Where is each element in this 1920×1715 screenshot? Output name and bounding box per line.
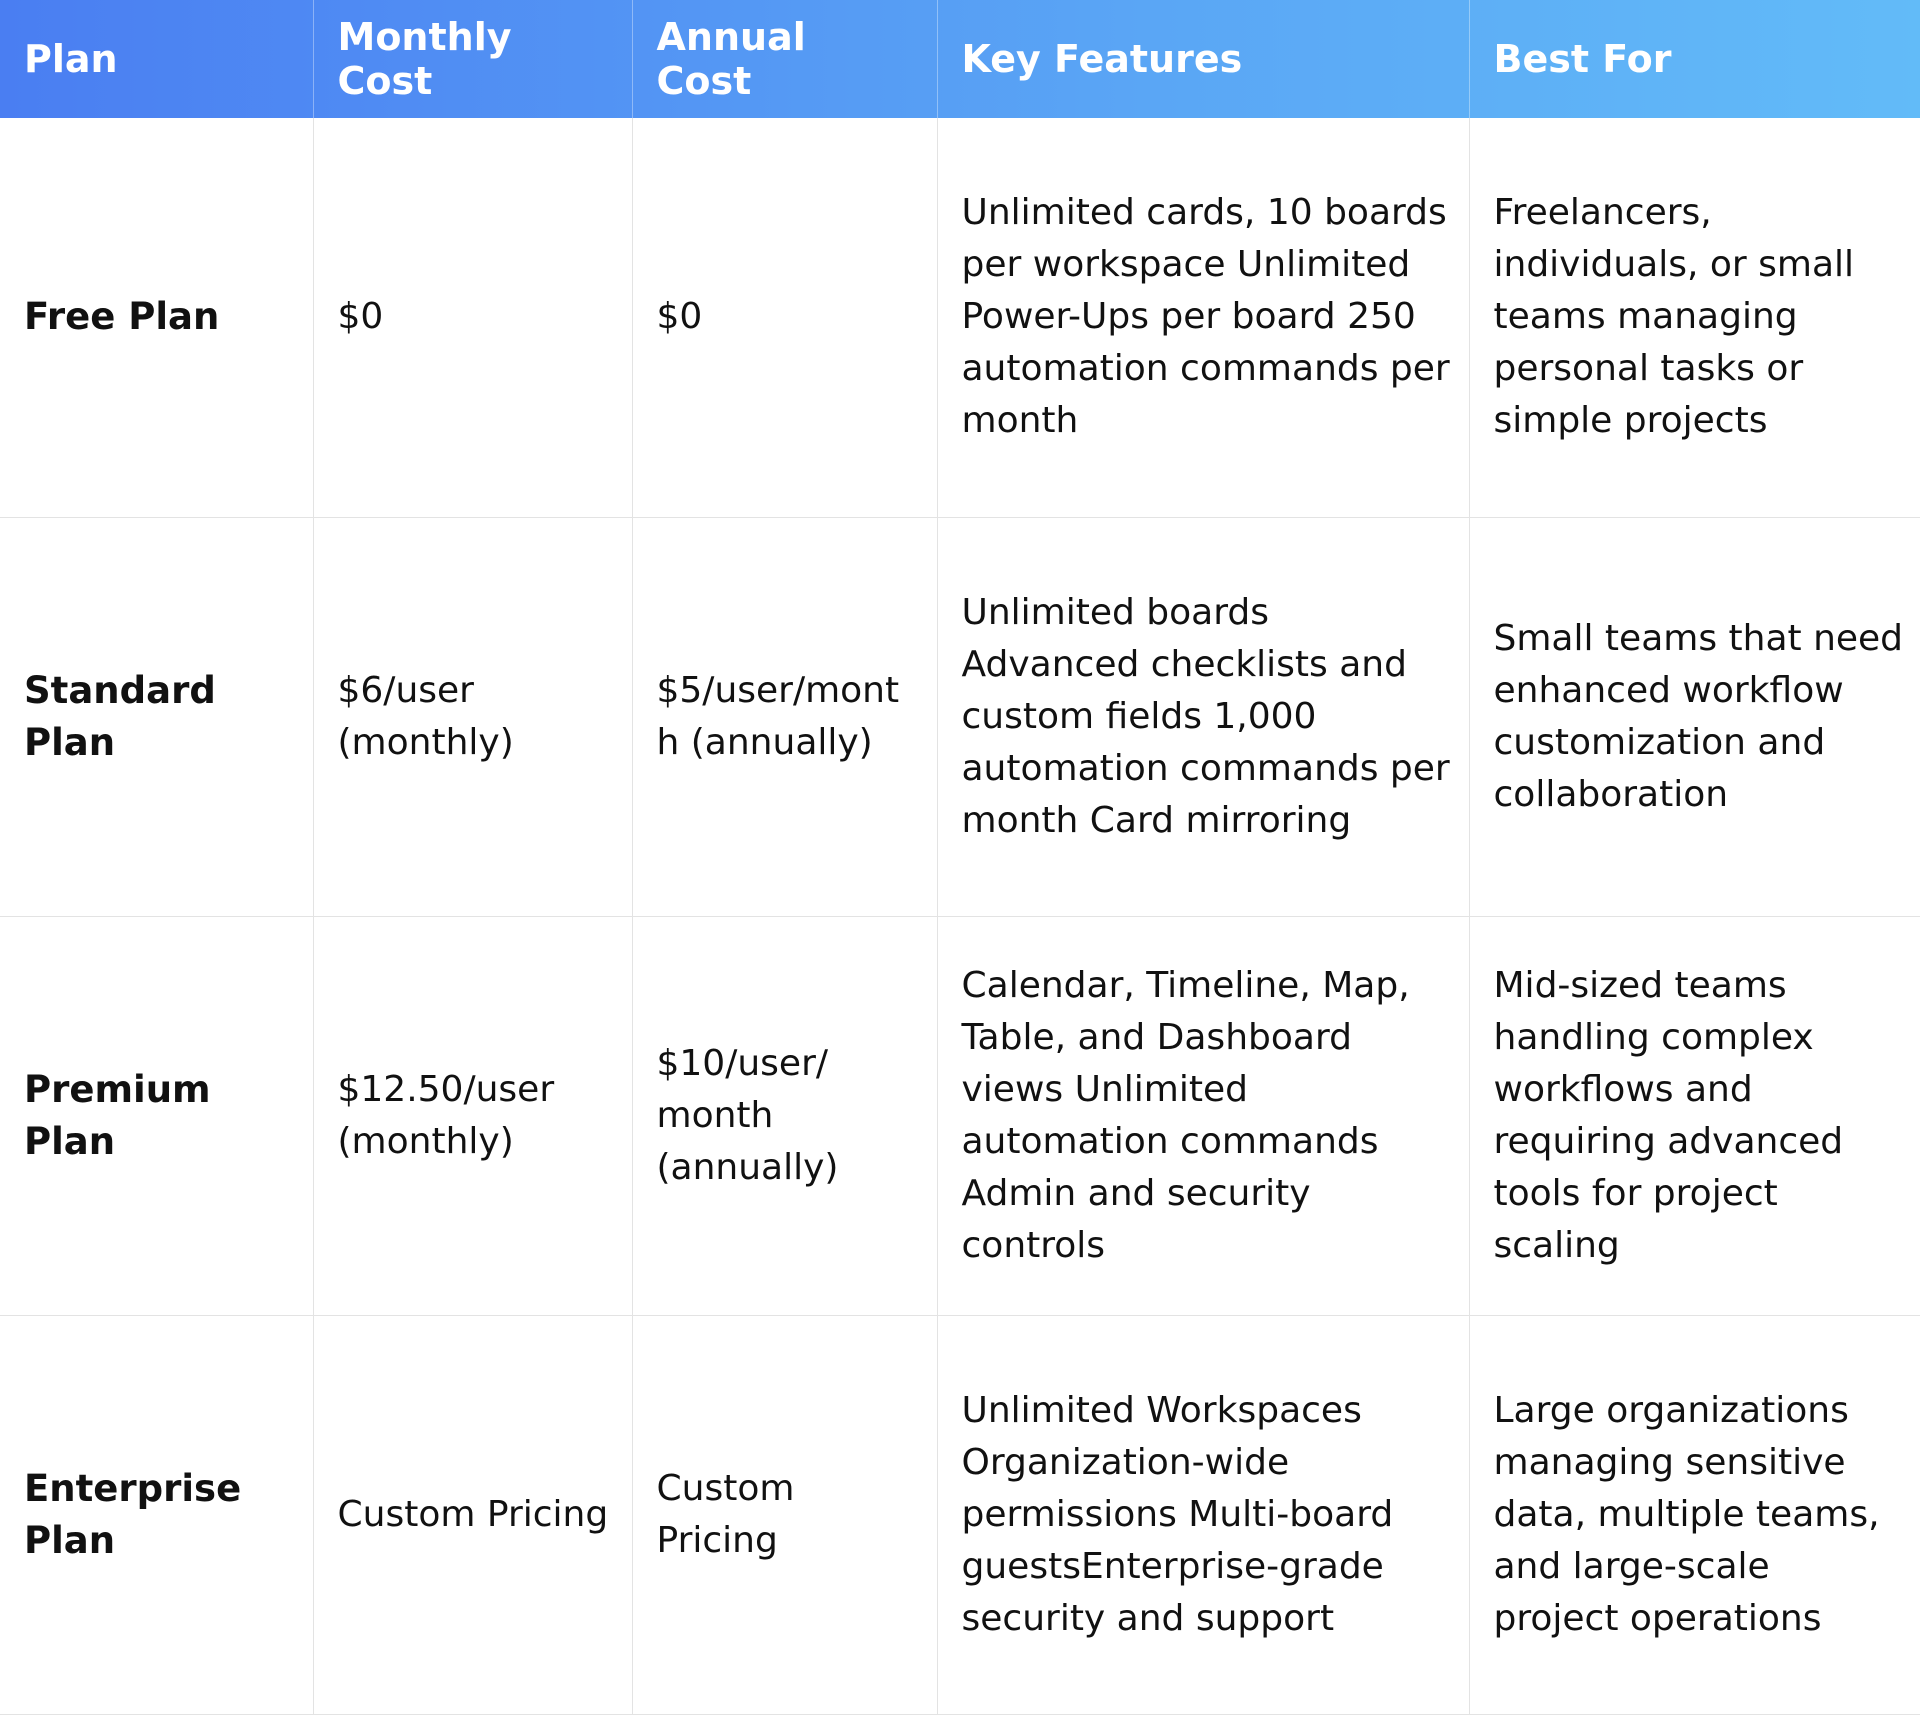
header-annual-cost: Annual Cost: [632, 0, 937, 118]
table-row: [0, 916, 1920, 1315]
annual-cost-cell: $0: [632, 118, 937, 517]
key-features-cell: Unlimited Workspaces Organization-wide permissions Multi-board guestsEnterprise-grade security and support: [937, 1315, 1469, 1714]
header-best-for: Best For: [1493, 37, 1672, 81]
header-plan: Plan: [0, 0, 313, 118]
best-for-cell: Freelancers, individuals, or small teams managing personal tasks or simple projects: [1469, 118, 1920, 517]
header-key-features: Key Features: [937, 0, 1469, 118]
plan-name-cell: Free Plan: [0, 118, 313, 517]
table-row: [0, 1315, 1920, 1714]
annual-cost-cell: $5/user/month (annually): [632, 517, 937, 916]
header-row: [0, 0, 1920, 118]
plan-name-cell: Enterprise Plan: [0, 1315, 313, 1714]
best-for-cell: Large organizations managing sensitive data, multiple teams, and large-scale project operations: [1469, 1315, 1920, 1714]
table-body: [0, 118, 1920, 1714]
plan-name-cell: Standard Plan: [0, 517, 313, 916]
table-row: [0, 118, 1920, 517]
annual-cost-cell: $10/user/ month (annually): [632, 916, 937, 1315]
key-features-cell: Unlimited boards Advanced checklists and custom fields 1,000 automation commands per month Card mirroring: [937, 517, 1469, 916]
table-header: [0, 0, 1920, 118]
best-for-cell: Mid-sized teams handling complex workflows and requiring advanced tools for project scaling: [1469, 916, 1920, 1315]
best-for-cell: Small teams that need enhanced workflow customization and collaboration: [1469, 517, 1920, 916]
table-row: [0, 517, 1920, 916]
monthly-cost-cell: $0: [313, 118, 632, 517]
plan-name-cell: Premium Plan: [0, 916, 313, 1315]
annual-cost-cell: Custom Pricing: [632, 1315, 937, 1714]
key-features-cell: Calendar, Timeline, Map, Table, and Dashboard views Unlimited automation commands Admin and security controls: [937, 916, 1469, 1315]
monthly-cost-cell: $6/user (monthly): [313, 517, 632, 916]
monthly-cost-cell: Custom Pricing: [313, 1315, 632, 1714]
monthly-cost-cell: $12.50/user (monthly): [313, 916, 632, 1315]
key-features-cell: Unlimited cards, 10 boards per workspace Unlimited Power-Ups per board 250 automation commands per month: [937, 118, 1469, 517]
header-monthly-cost: Monthly Cost: [313, 0, 632, 118]
